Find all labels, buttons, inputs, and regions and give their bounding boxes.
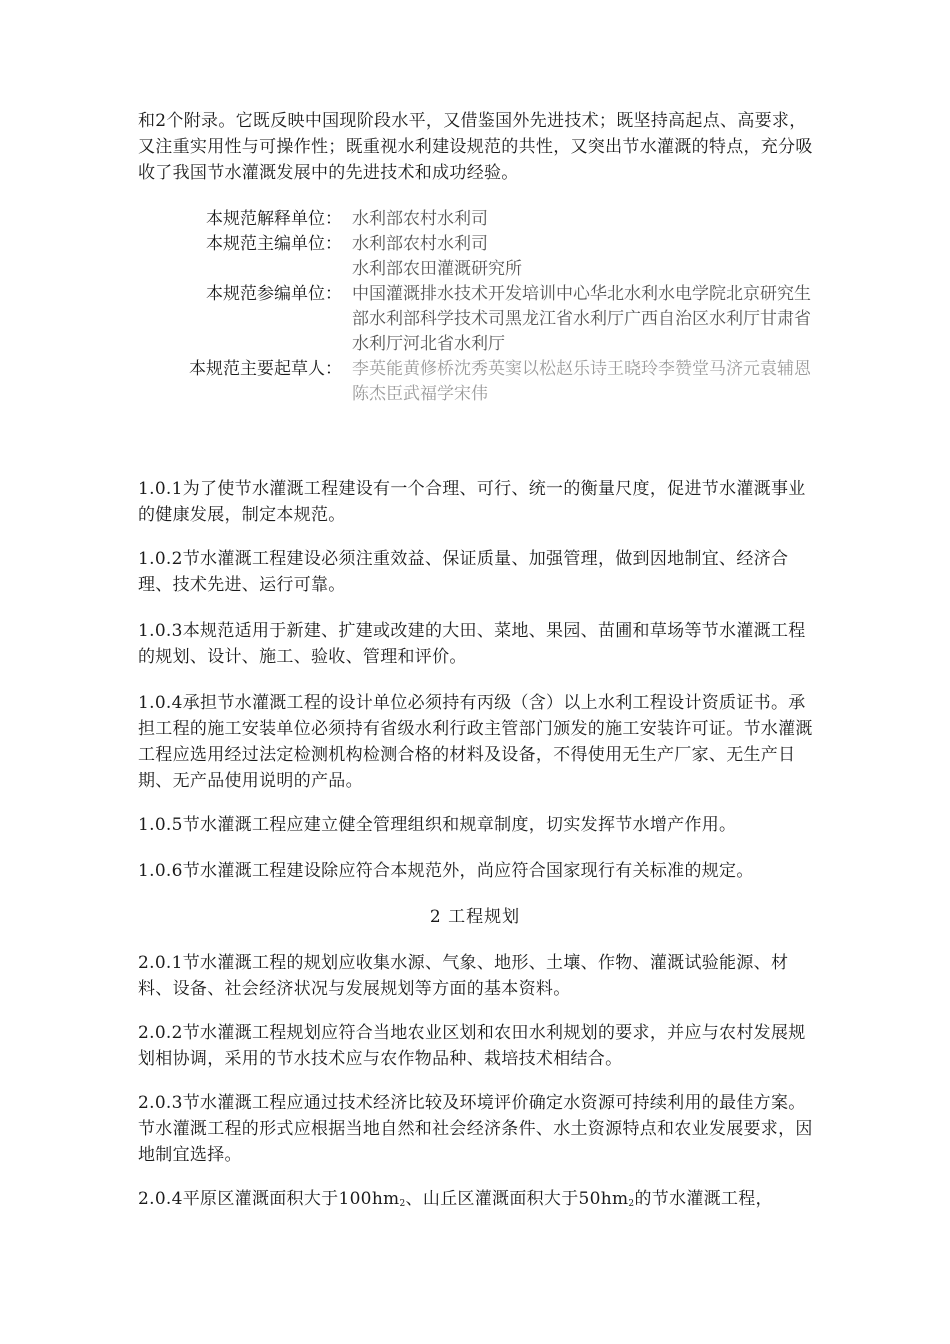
clause-2-0-4 [138,1186,818,1217]
clause-1-0-6: 1.0.6节水灌溉工程建设除应符合本规范外，尚应符合国家现行有关标准的规定。 [138,861,754,881]
clause-1-0-5: 1.0.5节水灌溉工程应建立健全管理组织和规章制度，切实发挥节水增产作用。 [138,815,737,835]
clause-2-0-4-part-b: 、山丘区灌溉面积大于50 [405,1189,601,1209]
explain-unit-value: 水利部农村水利司 [352,209,488,229]
clause-1-0-1: 1.0.1为了使节水灌溉工程建设有一个合理、可行、统一的衡量尺度，促进节水灌溉事业的健康发展，制定本规范。 [138,479,806,525]
clause-1-0-3: 1.0.3本规范适用于新建、扩建或改建的大田、菜地、果园、苗圃和草场等节水灌溉工程的规划、设计、施工、验收、管理和评价。 [138,621,806,667]
clause-1-0-2: 1.0.2节水灌溉工程建设必须注重效益、保证质量、加强管理，做到因地制宜、经济合理、技术先进、运行可靠。 [138,549,789,595]
explain-unit-label: 本规范解释单位： [206,209,342,229]
clause-2-0-4-part-a: 2.0.4平原区灌溉面积大于100 [138,1189,372,1209]
unit-hm-2-sub: 2 [628,1199,635,1209]
section-2-heading: 2 工程规划 [429,907,521,927]
unit-hm-1-sub: 2 [399,1199,406,1209]
drafters-label: 本规范主要起草人： [189,359,342,379]
chief-unit-value-2: 水利部农田灌溉研究所 [352,259,522,279]
unit-hm-2: hm [600,1189,629,1209]
participating-unit-value: 中国灌溉排水技术开发培训中心华北水利水电学院北京研究生部水利部科学技术司黑龙江省水利厅广西自治区水利厅甘肃省水利厅河北省水利厅 [352,284,811,354]
clause-2-0-3: 2.0.3节水灌溉工程应通过技术经济比较及环境评价确定水资源可持续利用的最佳方案。节水灌溉工程的形式应根据当地自然和社会经济条件、水土资源特点和农业发展要求，因地制宜选择。 [138,1093,813,1165]
unit-hm-1: hm [371,1189,400,1209]
clause-1-0-4: 1.0.4承担节水灌溉工程的设计单位必须持有丙级（含）以上水利工程设计资质证书。承担工程的施工安装单位必须持有省级水利行政主管部门颁发的施工安装许可证。节水灌溉工程应选用经过法定检测机构检测合格的材料及设备，不得使用无生产厂家、无生产日期、无产品使用说明的产品。 [138,693,813,791]
clause-2-0-2: 2.0.2节水灌溉工程规划应符合当地农业区划和农田水利规划的要求，并应与农村发展规划相协调，采用的节水技术应与农作物品种、栽培技术相结合。 [138,1023,806,1069]
clause-2-0-4-part-c: 的节水灌溉工程， [634,1189,773,1209]
chief-unit-value-1: 水利部农村水利司 [352,234,488,254]
clause-2-0-1: 2.0.1节水灌溉工程的规划应收集水源、气象、地形、土壤、作物、灌溉试验能源、材料、设备、社会经济状况与发展规划等方面的基本资料。 [138,953,789,999]
participating-unit-label: 本规范参编单位： [206,284,342,304]
chief-unit-label: 本规范主编单位： [206,234,342,254]
intro-paragraph: 和2个附录。它既反映中国现阶段水平，又借鉴国外先进技术；既坚持高起点、高要求，又注重实用性与可操作性；既重视水利建设规范的共性，又突出节水灌溉的特点，充分吸收了我国节水灌溉发展中的先进技术和成功经验。 [138,111,813,183]
drafters-value: 李英能黄修桥沈秀英窦以松赵乐诗王晓玲李赞堂马济元袁辅恩陈杰臣武福学宋伟 [352,359,811,404]
